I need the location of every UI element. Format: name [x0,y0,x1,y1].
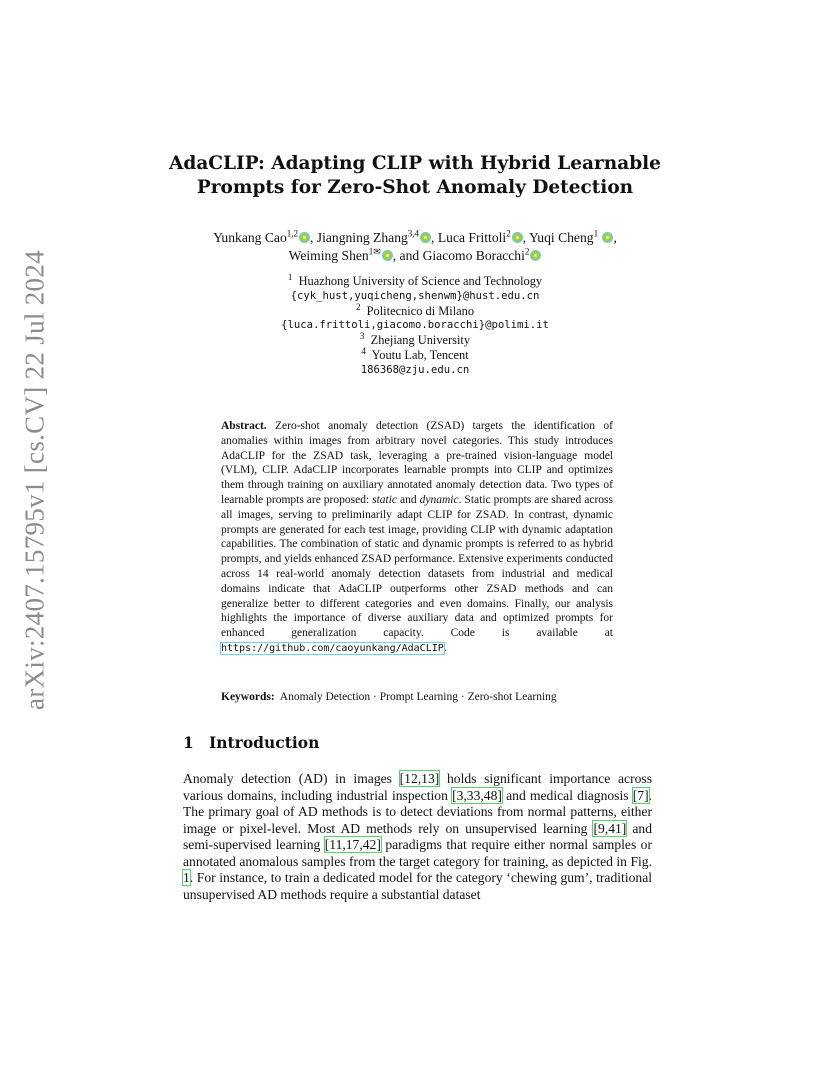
affiliation-email: {cyk_hust,yuqicheng,shenwm}@hust.edu.cn [290,289,540,302]
keywords [221,690,621,705]
abstract-text: . Static prompts are shared across all images, serving to preliminarily adapt CLIP for ZSAD. In contrast, dynamic prompts are generated for each test image, providing CLIP with dynamic adaptation capabilities. The combination of static and dynamic prompts is referred to as hybrid prompts, and yields enhanced ZSAD performance. Extensive experiments conducted across 14 real-world anomaly detection datasets from industrial and medical domains indicate that AdaCLIP outperforms other ZSAD methods and can generalize better to different categories and even domains. Finally, our analysis highlights the importance of diverse auxiliary data and optimized prompts for enhanced generalization capacity. Code is available at [221,493,613,640]
affiliation-number: 2 [355,301,361,312]
author-name: Yuqi Cheng [528,230,594,245]
abstract [221,419,613,657]
affiliation-name: Politecnico di Milano [366,303,475,318]
author-name: Luca Frittoli [437,230,507,245]
body-text: . The primary goal of AD methods is to detect deviations from normal patterns, either image or pixel-level. Most AD methods rely on unsupervised learning [183,787,653,836]
author-affil-sup: 1,2 [286,228,298,239]
paper-title: AdaCLIP: Adapting CLIP with Hybrid Learnable Prompts for Zero-Shot Anomaly Detection [169,153,661,198]
author-name: Yunkang Cao [213,230,287,245]
orcid-icon[interactable] [382,250,393,261]
body-text: . For instance, to train a dedicated model for the category ‘chewing gum’, traditional unsupervised AD methods require a substantial dataset [183,870,652,902]
keywords-label: Keywords: [221,691,275,703]
abstract-text: Zero-shot anomaly detection (ZSAD) targets the identification of anomalies within images from arbitrary novel categories. This study introduces AdaCLIP for the ZSAD task, leveraging a pre-trained vision-language model (VLM), CLIP. AdaCLIP incorporates learnable prompts into CLIP and optimizes them through training on auxiliary annotated anomaly detection data. Two types of learnable prompts are proposed: [221,420,613,506]
author-affil-sup: 2 [524,246,530,257]
affiliation-line [150,333,680,348]
orcid-icon[interactable] [299,232,310,243]
abstract-label: Abstract. [221,420,267,432]
citation-link[interactable]: [3,33,48] [452,787,502,803]
body-text: holds significant importance across various domains, including industrial inspection [183,771,652,803]
orcid-icon[interactable] [512,232,523,243]
author-name: Giacomo Boracchi [422,248,525,263]
author-name: Jiangning Zhang [316,230,408,245]
affiliation-line [150,301,680,319]
body-text: and semi-supervised learning [183,820,652,852]
affiliation-line [150,271,680,289]
affiliation-line [150,345,680,363]
orcid-icon[interactable] [420,232,431,243]
affiliation-name: Zhejiang University [370,333,471,348]
author-affil-sup: 3,4 [407,228,420,239]
abstract-text: . [443,641,447,654]
abstract-emphasis: dynamic [419,493,459,506]
orcid-icon[interactable] [602,232,613,243]
body-text: and medical diagnosis [501,787,633,803]
code-url-link[interactable]: https://github.com/caoyunkang/AdaCLIP [221,642,444,654]
section-number: 1 [183,733,194,752]
orcid-icon[interactable] [530,250,541,261]
figure-link[interactable]: 1 [183,870,190,885]
author-name: Weiming Shen [288,248,369,263]
affiliation-number: 1 [287,271,293,282]
citation-link[interactable]: [12,13] [399,771,440,786]
affiliations [150,271,680,378]
author-affil-sup: 1✉ [368,246,381,257]
body-text: Anomaly detection (AD) in images [183,771,400,786]
author-list: Yunkang Cao$^{1,2}$ , Jiangning Zhang$^{3,4}$ , Luca Frittoli$^2$ , Yuqi Cheng$^1$ , Weiming Shen$^{1✉}$ , and Giacomo Boracchi$^2$ [213,228,617,263]
keywords-text: Anomaly Detection · Prompt Learning · Zero-shot Learning [279,691,557,703]
affiliation-email: 186368@zju.edu.cn [360,363,470,376]
body-text: paradigms that require either normal samples or annotated anomalous samples from the target category for training, as depicted in Fig. [183,837,652,869]
abstract-text: and [397,493,420,506]
arxiv-identifier-text: arXiv:2407.15795v1 [cs.CV] 22 Jul 2024 [19,250,50,710]
citation-link[interactable]: [7] [632,787,649,803]
affiliation-number: 4 [361,345,366,356]
author-affil-sup: 2 [506,228,511,239]
affiliation-name: Youtu Lab, Tencent [371,347,469,362]
affiliation-email: {luca.frittoli,giacomo.boracchi}@polimi.it [281,319,549,332]
affiliation-name: Huazhong University of Science and Technology [298,274,543,288]
author-affil-sup: 1 [593,228,599,239]
citation-link[interactable]: [11,17,42] [324,837,381,852]
section-heading [183,733,319,752]
abstract-emphasis: static [372,493,398,506]
affiliation-number: 3 [359,331,365,342]
section-title: Introduction [209,733,320,752]
author-connector: , and [392,248,423,263]
citation-link[interactable]: [9,41] [593,820,627,836]
body-paragraph [183,771,652,903]
